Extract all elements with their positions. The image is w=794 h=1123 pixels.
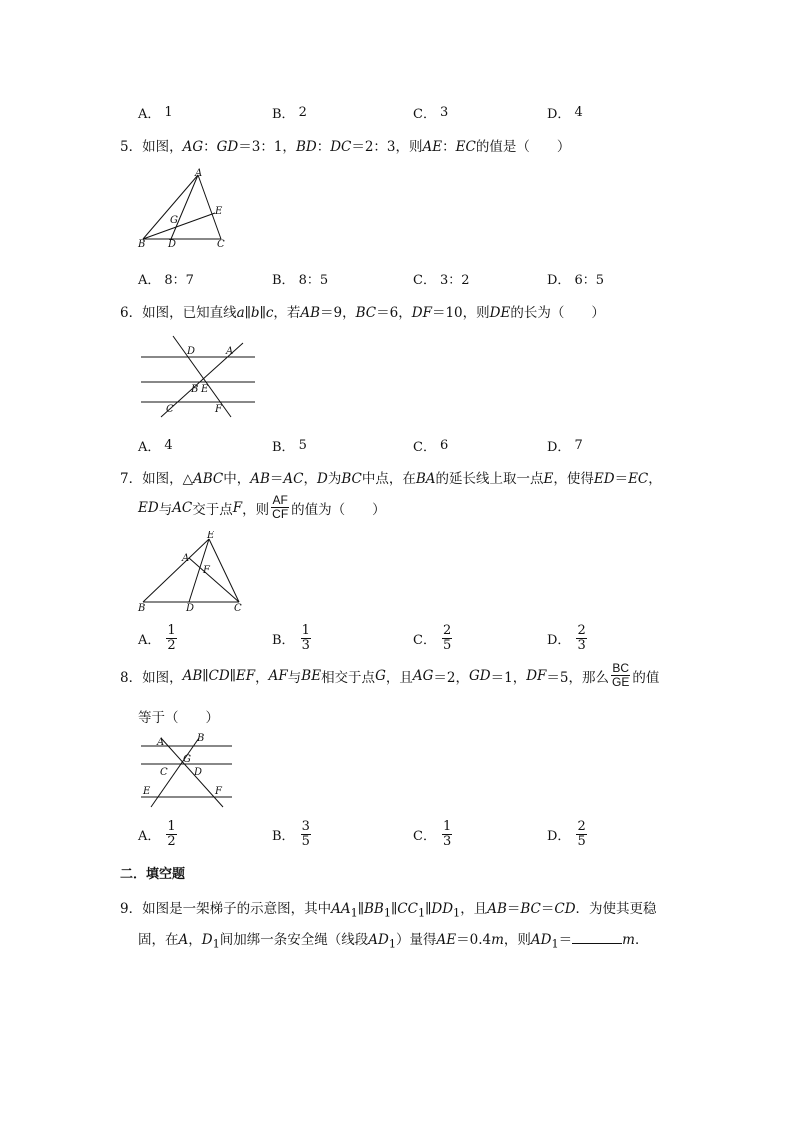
stem-text: ＝1， (490, 669, 527, 686)
fraction-numerator: 2 (577, 818, 586, 834)
q4-option-a[interactable] (138, 96, 173, 128)
stem-var: EF (235, 667, 256, 684)
stem-text: ∥ (202, 667, 209, 684)
stem-text: ）量得 (396, 932, 437, 948)
q6-stem (120, 301, 605, 321)
stem-text: ＝ (506, 901, 521, 917)
stem-text: 间加绑一条安全绳（线段 (219, 932, 369, 948)
label-d: D (186, 603, 195, 614)
option-fraction (166, 820, 176, 849)
q7-option-d[interactable] (547, 620, 589, 656)
stem-var: CD (208, 667, 230, 684)
label-f: F (215, 404, 222, 415)
stem-text: ．为使其更稳 (575, 901, 657, 917)
stem-var: F (232, 499, 243, 516)
option-fraction (576, 624, 586, 653)
stem-var: AD (368, 932, 389, 948)
stem-var: AE (422, 139, 443, 155)
q6-option-d[interactable] (547, 429, 583, 461)
q5-option-c[interactable] (413, 262, 470, 294)
fraction-denominator: 3 (577, 637, 586, 653)
label-b: B (197, 733, 205, 744)
stem-var: m (491, 932, 504, 948)
stem-var: BC (355, 305, 377, 321)
q4-option-c[interactable] (413, 96, 448, 128)
fraction-numerator: 3 (301, 818, 310, 834)
option-letter: C． (413, 632, 436, 648)
stem-var: AG (412, 667, 434, 684)
option-letter: C． (413, 828, 436, 844)
option-letter: B． (272, 272, 295, 288)
option-value: 6：5 (574, 272, 604, 288)
label-b: B (138, 239, 146, 250)
stem-var: AC (172, 499, 193, 516)
stem-var: BE (301, 667, 322, 684)
label-f: F (215, 786, 222, 797)
stem-text: ＝2：3，则 (351, 139, 423, 155)
stem-var: E (543, 471, 554, 487)
fraction-denominator: 5 (442, 637, 452, 653)
fraction-denominator: 5 (577, 833, 586, 849)
label-e: E (143, 786, 151, 797)
q6-options (0, 429, 794, 461)
stem-text: ： (316, 139, 331, 155)
fraction-numerator: 1 (167, 818, 176, 834)
question-number: 7． (120, 471, 143, 487)
stem-var: DC (330, 139, 352, 155)
stem-text: ，且 (460, 901, 488, 917)
label-f: F (203, 565, 210, 576)
stem-text: ∥ (391, 901, 398, 917)
stem-text: ＝ (614, 471, 629, 487)
stem-var: AG (182, 139, 204, 155)
option-letter: C． (413, 272, 436, 288)
stem-text: ＝ (558, 932, 573, 948)
label-d: D (194, 767, 203, 778)
option-fraction (301, 624, 311, 653)
q4-options (0, 96, 794, 128)
label-e: E (215, 206, 223, 217)
option-value: 5 (298, 437, 307, 453)
subscript: 1 (350, 906, 358, 920)
stem-var: CD (554, 901, 576, 917)
question-number: 6． (120, 305, 143, 321)
stem-text: ． (634, 932, 649, 948)
option-value: 3 (439, 104, 449, 120)
option-value: 7 (574, 437, 583, 453)
stem-var: ED (138, 499, 159, 516)
option-letter: A． (138, 439, 161, 455)
stem-var: A (178, 932, 189, 948)
q8-option-c[interactable] (413, 816, 454, 852)
stem-text: ， (648, 471, 662, 487)
option-letter: D． (547, 828, 571, 844)
stem-text: ： (203, 139, 217, 155)
stem-text: ，若 (273, 305, 301, 321)
q8-stem-line2: 等于（ ） (138, 710, 219, 726)
question-number: 8． (120, 669, 143, 686)
label-c: C (160, 767, 168, 778)
subscript: 1 (453, 906, 461, 920)
q5-stem (120, 135, 570, 155)
q5-option-a[interactable] (138, 262, 194, 294)
subscript: 1 (212, 937, 220, 951)
label-a: A (226, 346, 234, 357)
q5-option-d[interactable] (547, 262, 604, 294)
q6-option-c[interactable] (413, 429, 448, 461)
stem-var: D (317, 471, 328, 487)
question-number: 9． (120, 901, 143, 917)
label-c: C (217, 239, 225, 250)
stem-text: 为 (327, 471, 342, 487)
stem-var: BC (341, 471, 362, 487)
stem-var: AB (250, 471, 270, 487)
option-value: 1 (164, 104, 173, 120)
label-b: B (138, 603, 146, 614)
stem-text: 如图是一架梯子的示意图，其中 (142, 901, 332, 917)
stem-text: 的长为（ ） (510, 305, 605, 321)
subscript: 1 (551, 937, 559, 951)
fraction-denominator: GE (612, 675, 630, 689)
q7-stem-line2 (138, 494, 386, 521)
q7-option-c[interactable] (413, 620, 454, 656)
stem-text: ， (188, 932, 202, 948)
answer-blank[interactable] (572, 931, 622, 944)
stem-var: D (201, 932, 213, 948)
stem-text: ，且 (385, 669, 413, 686)
stem-text: ∥ (259, 305, 266, 321)
option-fraction (576, 820, 586, 849)
option-letter: C． (413, 106, 436, 122)
stem-var: DF (526, 667, 547, 684)
stem-var: GD (469, 667, 491, 684)
option-letter: A． (138, 106, 161, 122)
q7-figure (135, 531, 250, 615)
stem-var: DD (431, 901, 454, 917)
option-letter: D． (547, 632, 571, 648)
stem-text: ∥ (244, 305, 251, 321)
q8-option-a[interactable] (138, 816, 179, 852)
fraction-denominator: CF (272, 507, 289, 521)
q5-options (0, 262, 794, 294)
fraction-numerator: AF (272, 493, 288, 507)
stem-text: 如图， (142, 139, 183, 155)
stem-var: a (236, 305, 245, 321)
stem-var: AB (487, 901, 507, 917)
q6-option-b[interactable] (272, 429, 307, 461)
q8-option-b[interactable] (272, 816, 313, 852)
ratio-fraction (271, 494, 289, 521)
label-e: E (207, 531, 215, 541)
stem-text: ＝ (540, 901, 555, 917)
stem-var: AE (436, 932, 457, 948)
label-a: A (182, 553, 190, 564)
stem-text: ＝3：1， (238, 139, 296, 155)
stem-text: ，则 (503, 932, 531, 948)
label-d: D (168, 239, 177, 250)
stem-text: ＝10，则 (431, 305, 490, 321)
option-letter: D． (547, 272, 571, 288)
fraction-denominator: 2 (167, 637, 176, 653)
stem-text: 中点，在 (361, 471, 416, 487)
stem-text: ∥ (425, 901, 432, 917)
stem-var: DE (489, 305, 511, 321)
stem-text: ＝9， (320, 305, 356, 321)
stem-text: ∥ (357, 901, 365, 917)
stem-var: BA (415, 471, 436, 487)
option-letter: B． (272, 439, 295, 455)
stem-text: 相交于点 (321, 669, 376, 686)
fraction-denominator: 5 (301, 833, 310, 849)
q8-options (0, 816, 794, 852)
option-letter: A． (138, 272, 161, 288)
q8-stem-line1 (120, 662, 659, 689)
q9-stem-line2 (138, 928, 648, 951)
q5-figure (135, 168, 235, 252)
stem-var: G (375, 667, 386, 684)
stem-var: GD (216, 139, 239, 155)
fraction-numerator: 1 (167, 622, 176, 638)
option-fraction (442, 820, 452, 849)
fraction-numerator: BC (612, 661, 629, 675)
option-letter: B． (272, 828, 295, 844)
label-d: D (187, 346, 196, 357)
stem-text: 的值为（ ） (291, 501, 386, 518)
fraction-denominator: 2 (167, 833, 176, 849)
stem-text: 与 (287, 669, 302, 686)
stem-var: AD (530, 932, 552, 948)
label-a: A (195, 168, 203, 179)
stem-var: AB (182, 667, 203, 684)
stem-text: ， (255, 669, 269, 686)
q9-stem-line1 (120, 897, 657, 920)
label-g: G (183, 754, 191, 765)
stem-text: ，则 (242, 501, 270, 518)
stem-var: AA (331, 901, 351, 917)
option-letter: A． (138, 828, 161, 844)
stem-var: DF (411, 305, 432, 321)
stem-text: 与 (158, 501, 173, 518)
stem-text: 的值是（ ） (475, 139, 571, 155)
q7-option-b[interactable] (272, 620, 313, 656)
stem-text: 的延长线上取一点 (435, 471, 544, 487)
stem-var: CC (397, 901, 418, 917)
ratio-fraction (611, 662, 630, 689)
option-value: 8：5 (298, 272, 329, 288)
stem-text: 如图， (142, 669, 183, 686)
stem-text: 交于点 (192, 501, 233, 518)
option-fraction (166, 624, 176, 653)
q7-option-a[interactable] (138, 620, 179, 656)
fraction-denominator: 3 (301, 637, 310, 653)
q6-option-a[interactable] (138, 429, 173, 461)
subscript: 1 (417, 906, 426, 920)
option-letter: A． (138, 632, 161, 648)
stem-var: BC (520, 901, 541, 917)
q8-option-d[interactable] (547, 816, 589, 852)
fraction-numerator: 1 (301, 622, 310, 638)
q4-option-b[interactable] (272, 96, 307, 128)
stem-var: EC (628, 471, 649, 487)
stem-var: AF (268, 667, 288, 684)
subscript: 1 (388, 937, 396, 951)
stem-text: ＝5，那么 (546, 669, 609, 686)
label-b: B (191, 384, 199, 395)
label-c: C (166, 404, 174, 415)
option-letter: C． (413, 439, 436, 455)
stem-text: ＝6， (376, 305, 412, 321)
stem-var: AB (300, 305, 321, 321)
option-value: 6 (439, 437, 449, 453)
stem-text: 固，在 (138, 932, 179, 948)
question-number: 5． (120, 139, 143, 155)
stem-text: ， (303, 471, 317, 487)
stem-text: ＝2， (433, 669, 469, 686)
option-letter: D． (547, 106, 571, 122)
option-letter: D． (547, 439, 571, 455)
fraction-numerator: 2 (442, 622, 452, 638)
label-c: C (234, 603, 242, 614)
label-g: G (170, 215, 178, 226)
stem-text: ＝0.4 (456, 932, 492, 948)
q8-figure (135, 730, 240, 810)
option-value: 3：2 (439, 272, 470, 288)
option-fraction (301, 820, 311, 849)
stem-text: ： (442, 139, 456, 155)
q7-options (0, 620, 794, 656)
stem-var: EC (455, 139, 476, 155)
stem-text: ，使得 (553, 471, 594, 487)
stem-var: AC (283, 471, 304, 487)
stem-text: ∥ (229, 667, 236, 684)
stem-text: 的值 (632, 669, 660, 686)
q4-option-d[interactable] (547, 96, 583, 128)
option-fraction (442, 624, 452, 653)
fraction-denominator: 3 (442, 833, 452, 849)
fraction-numerator: 1 (442, 818, 452, 834)
fraction-numerator: 2 (577, 622, 586, 638)
section-title: 二．填空题 (120, 866, 186, 881)
stem-var: b (250, 305, 260, 321)
label-e: E (201, 384, 209, 395)
stem-var: BD (295, 139, 317, 155)
stem-text: 中， (223, 471, 251, 487)
stem-var: ED (593, 471, 615, 487)
stem-var: ABC (192, 471, 224, 487)
option-value: 2 (298, 104, 307, 120)
stem-var: c (265, 305, 274, 321)
option-letter: B． (272, 106, 295, 122)
option-letter: B． (272, 632, 295, 648)
stem-var: m (622, 932, 635, 948)
option-value: 4 (574, 104, 583, 120)
stem-text: 如图，△ (142, 471, 193, 487)
stem-var: BB (364, 901, 384, 917)
subscript: 1 (383, 906, 392, 920)
q7-stem-line1 (120, 467, 662, 487)
stem-text: ＝ (269, 471, 284, 487)
option-value: 8：7 (164, 272, 194, 288)
option-value: 4 (164, 437, 173, 453)
stem-text: 如图，已知直线 (142, 305, 237, 321)
q5-option-b[interactable] (272, 262, 328, 294)
q6-figure (135, 333, 260, 421)
label-a: A (157, 737, 165, 748)
